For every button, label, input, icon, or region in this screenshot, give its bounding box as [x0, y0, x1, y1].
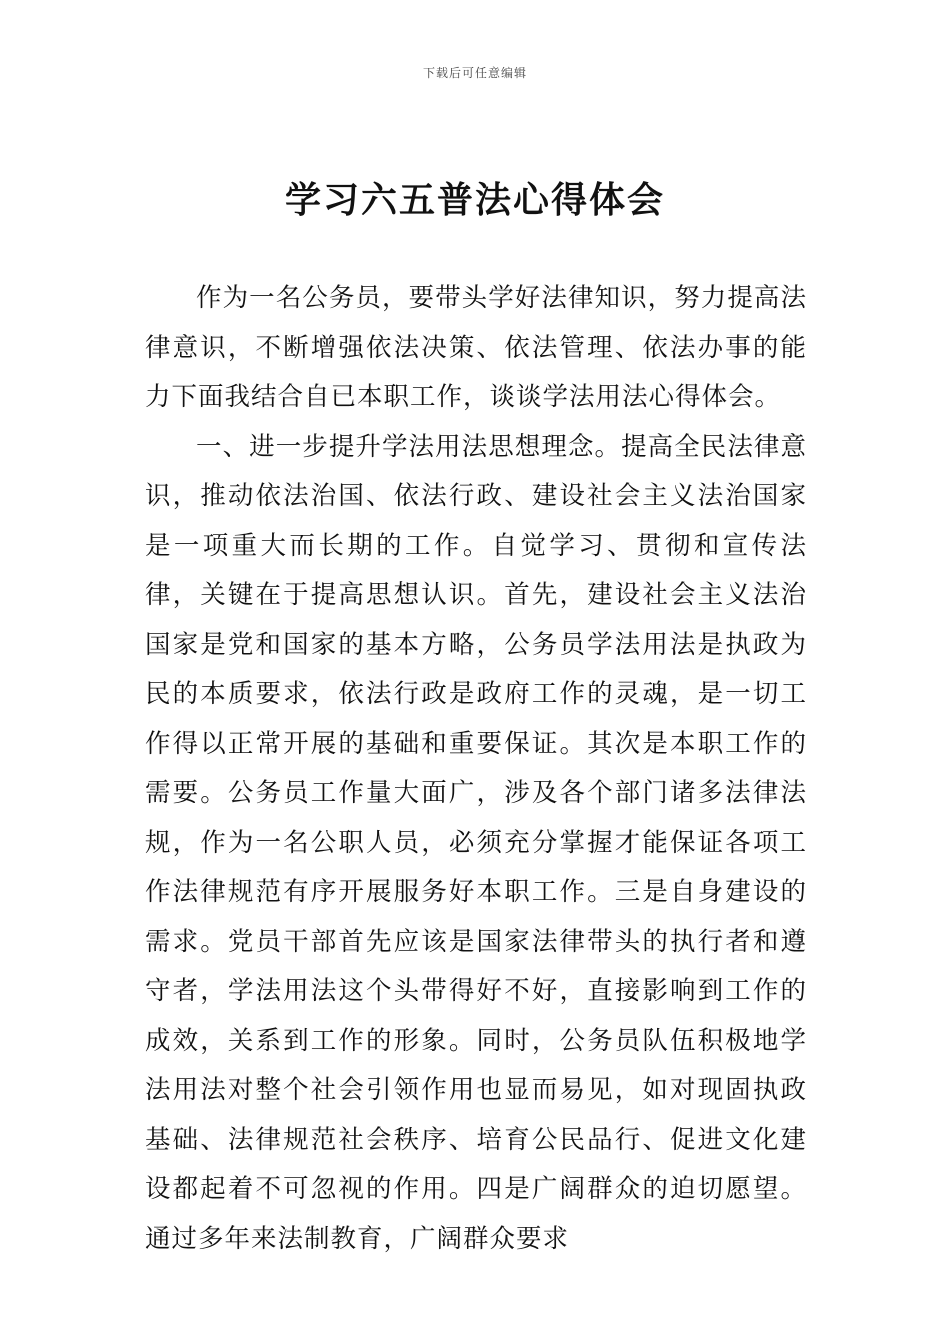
document-title: 学习六五普法心得体会: [284, 180, 665, 221]
paragraph-intro: 作为一名公务员，要带头学好法律知识，努力提高法律意识，不断增强依法决策、依法管理、依法办事的能力下面我结合自已本职工作，谈谈学法用法心得体会。: [145, 283, 807, 412]
header-note: 下载后可任意编辑: [422, 66, 527, 80]
paragraph-section-one: 一、进一步提升学法用法思想理念。提高全民法律意识，推动依法治国、依法行政、建设社会主义法治国家是一项重大而长期的工作。自觉学习、贯彻和宣传法律，关键在于提高思想认识。首先，建设社会主义法治国家是党和国家的基本方略，公务员学法用法是执政为民的本质要求，依法行政是政府工作的灵魂，是一切工作得以正常开展的基础和重要保证。其次是本职工作的需要。公务员工作量大面广，涉及各个部门诸多法律法规，作为一名公职人员，必须充分掌握才能保证各项工作法律规范有序开展服务好本职工作。三是自身建设的需求。党员干部首先应该是国家法律带头的执行者和遵守者，学法用法这个头带得好不好，直接影响到工作的成效，关系到工作的形象。同时，公务员队伍积极地学法用法对整个社会引领作用也显而易见，如对现固执政基础、法律规范社会秩序、培育公民品行、促进文化建设都起着不可忽视的作用。四是广阔群众的迫切愿望。通过多年来法制教育，广阔群众要求: [145, 431, 807, 1254]
document-body: [145, 274, 807, 1264]
